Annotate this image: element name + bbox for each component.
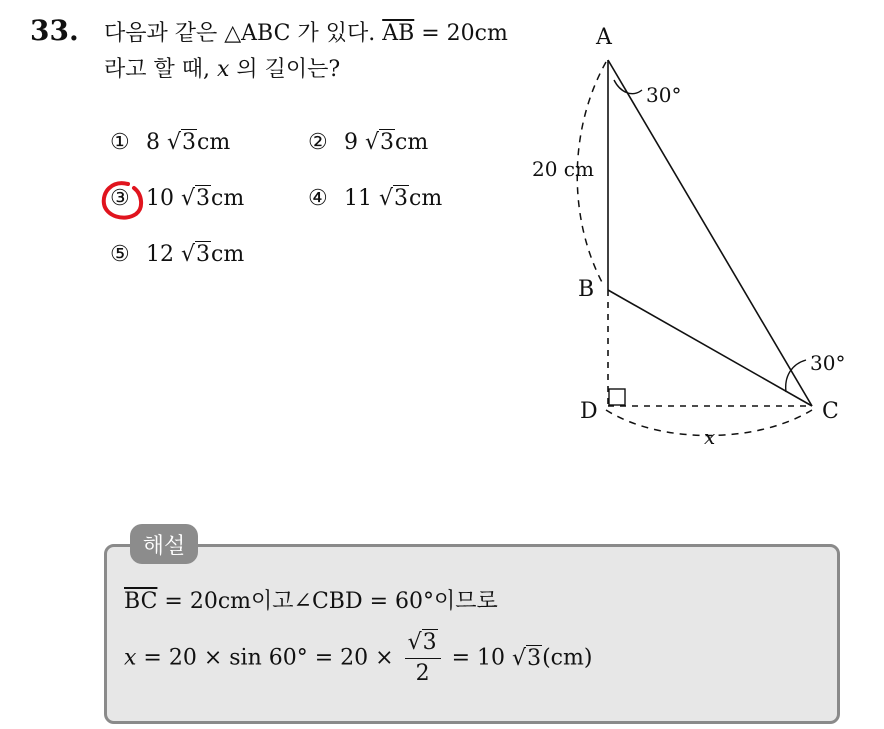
sqrt-symbol: √3 [407, 630, 437, 655]
label-c: C [822, 399, 839, 424]
choice-5[interactable] [110, 242, 244, 267]
label-b: B [578, 277, 595, 302]
choice-4-coef: 11 [344, 186, 372, 211]
segment-bc-text: $\overline{BC}$ [124, 589, 158, 614]
fraction-radicand: 3 [422, 630, 437, 655]
choice-5-coef: 12 [146, 242, 174, 267]
choice-3-mark: ③ [110, 186, 130, 211]
choice-4-mark: ④ [308, 186, 328, 211]
sqrt-symbol: √3 [512, 645, 542, 671]
question-text-part1: 다음과 같은 △ABC 가 있다. [104, 21, 383, 46]
sqrt-symbol: √3 [181, 242, 211, 267]
question-number: 33. [30, 14, 79, 47]
solution-line-1 [124, 584, 498, 615]
choice-3-coef: 10 [146, 186, 174, 211]
sqrt-symbol: √3 [379, 186, 409, 211]
choice-4-radicand: 3 [394, 186, 409, 211]
angle-c-label: 30° [810, 351, 846, 375]
right-angle-mark [609, 389, 625, 405]
solution-line-1-rest: = 20cm이고∠CBD = 60°이므로 [157, 589, 498, 614]
sqrt-symbol: √3 [365, 130, 395, 155]
choice-2-radicand: 3 [380, 130, 395, 155]
label-x: x [704, 425, 716, 449]
solution-line-2-c: (cm) [542, 645, 593, 671]
choice-2-mark: ② [308, 130, 328, 155]
choice-1-coef: 8 [146, 130, 160, 155]
angle-c-arc [786, 360, 806, 392]
question-text [104, 16, 524, 88]
choice-5-radicand: 3 [196, 242, 211, 267]
choice-1-mark: ① [110, 130, 130, 155]
angle-a-arc [614, 80, 642, 94]
choice-4-unit: cm [409, 186, 443, 211]
choice-5-mark: ⑤ [110, 242, 130, 267]
fraction-numerator [405, 628, 441, 659]
fraction-denominator: 2 [415, 661, 430, 686]
angle-a-label: 30° [646, 83, 682, 107]
answer-circle-mark [98, 178, 148, 224]
solution-line-2 [124, 628, 592, 689]
solution-line-2-a: = 20 × sin 60° = 20 × [136, 645, 401, 671]
choice-3-radicand: 3 [196, 186, 211, 211]
solution-variable-x: x [124, 645, 137, 671]
choice-4[interactable] [308, 186, 442, 211]
triangle-figure [520, 20, 860, 450]
solution-tag: 해설 [130, 524, 198, 564]
segment-bc-line [608, 290, 812, 406]
segment-ac-line [608, 60, 812, 406]
side-ab-length: 20 cm [532, 157, 594, 181]
label-a: A [596, 25, 612, 50]
solution-radicand: 3 [527, 645, 542, 671]
label-d: D [580, 399, 598, 424]
question-text-part3: 의 길이는? [229, 57, 341, 82]
segment-ab: $\overline{AB}$ [382, 21, 415, 46]
choice-2-unit: cm [395, 130, 429, 155]
choice-1-unit: cm [197, 130, 231, 155]
sqrt-symbol: √3 [181, 186, 211, 211]
choice-2[interactable] [308, 130, 428, 155]
choice-3-unit: cm [211, 186, 245, 211]
sqrt-symbol: √3 [167, 130, 197, 155]
fraction [405, 628, 441, 689]
question-text-part2: = 20cm 라고 할 때, [104, 21, 508, 82]
choice-5-unit: cm [211, 242, 245, 267]
solution-line-2-b: = 10 [444, 645, 513, 671]
variable-x: x [216, 57, 230, 82]
choice-1-radicand: 3 [182, 130, 197, 155]
choice-1[interactable] [110, 130, 230, 155]
choice-2-coef: 9 [344, 130, 358, 155]
